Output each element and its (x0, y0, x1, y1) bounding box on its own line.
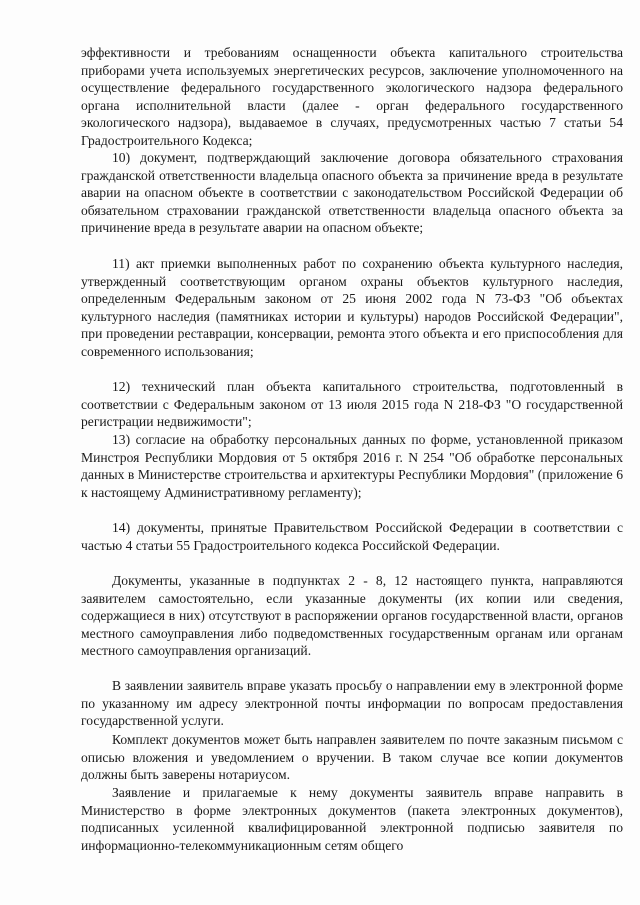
paragraph-documents-note: Документы, указанные в подпунктах 2 - 8, 12 настоящего пункта, направляются заявителем самостоятельно, если указанные документы (их копии или сведения, содержащиеся в них) отсутствуют в распоряжении органов государственной власти, органов местного самоуправления либо подведомственных государственным органам или органам местного самоуправления организаций. (81, 573, 623, 658)
paragraph-item-12: 12) технический план объекта капитального строительства, подготовленный в соответствии с Федеральным законом от 13 июля 2015 года N 218-ФЗ "О государственной регистрации недвижимости"; (81, 379, 623, 429)
paragraph-continuation: эффективности и требованиям оснащенности объекта капитального строительства приборами учета используемых энергетических ресурсов, заключение уполномоченного на осуществление федерального государственного экологического надзора федерального органа исполнительной власти (далее - орган федерального государственного экологического надзора), выдаваемое в случаях, предусмотренных частью 7 статьи 54 Градостроительного Кодекса; (81, 45, 623, 148)
paragraph-postal-delivery: Комплект документов может быть направлен заявителем по почте заказным письмом с описью вложения и уведомлением о вручении. В таком случае все копии документов должны быть заверены нотариусом. (81, 732, 623, 782)
paragraph-item-11: 11) акт приемки выполненных работ по сохранению объекта культурного наследия, утвержденный соответствующим органом охраны объектов культурного наследия, определенным Федеральным законом от 25 июня 2002 года N 73-ФЗ "Об объектах культурного наследия (памятниках истории и культуры) народов Российской Федерации", при проведении реставрации, консервации, ремонта этого объекта и его приспособления для современного использования; (81, 256, 623, 359)
paragraph-item-14: 14) документы, принятые Правительством Российской Федерации в соответствии с частью 4 статьи 55 Градостроительного кодекса Российской Федерации. (81, 520, 623, 553)
paragraph-item-13: 13) согласие на обработку персональных данных по форме, установленной приказом Минстроя Республики Мордовия от 5 октября 2016 г. N 254 "Об обработке персональных данных в Министерстве строительства и архитектуры Республики Мордовия" (приложение 6 к настоящему Административному регламенту); (81, 432, 623, 500)
paragraph-item-10: 10) документ, подтверждающий заключение договора обязательного страхования гражданской ответственности владельца опасного объекта за причинение вреда в результате аварии на опасном объекте в соответствии с законодательством Российской Федерации об обязательном страховании гражданской ответственности владельца опасного объекта за причинение вреда в результате аварии на опасном объекте; (81, 150, 623, 235)
paragraph-electronic-submission: Заявление и прилагаемые к нему документы заявитель вправе направить в Министерство в форме электронных документов (пакета электронных документов), подписанных усиленной квалифицированной электронной подписью заявителя по информационно-телекоммуникационным сетям общего (81, 785, 623, 853)
paragraph-electronic-request: В заявлении заявитель вправе указать просьбу о направлении ему в электронной форме по указанному им адресу электронной почты информации по вопросам предоставления государственной услуги. (81, 678, 623, 728)
